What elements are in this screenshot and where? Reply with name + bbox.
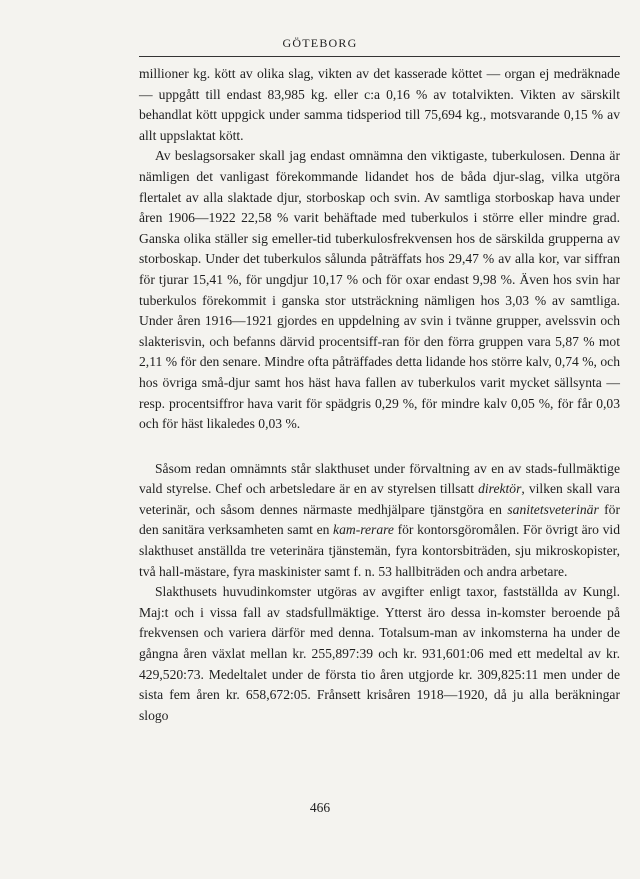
body-text [139, 64, 620, 726]
paragraph-income: Slakthusets huvudinkomster utgöras av avgifter enligt taxor, fastställda av Kungl. Maj:t och i vissa fall av stadsfullmäktige. Ytterst äro dessa in-komster beroende på frekvensen och variera därför med denna. Totalsum-man av inkomsterna ha under de gångna åren växlat mellan kr. 255,897:39 och kr. 931,601:06 med ett medeltal av kr. 429,520:73. Medeltalet under de första tio åren utgjorde kr. 309,825:11 men under de sista fem åren kr. 658,672:05. Frånsett krisåren 1918—1920, då ju alla beräkningar slogo [139, 584, 620, 723]
text-segment: för den sanitära verksamheten samt en [139, 501, 620, 538]
paragraph-tuberculosis: Av beslagsorsaker skall jag endast omnämna den viktigaste, tuberkulosen. Denna är nämligen det vanligast förekommande lidandet hos de båda djur-slag, vilka utgöra flertalet av alla slaktade djur, storboskap och svin. Av samtliga storboskap hava under åren 1906—1922 22,58 % varit behäftade med tuberkulos i större eller mindre grad. Ganska olika ställer sig emeller-tid tuberkulosfrekvensen hos de särskilda grupperna av storboskap. Under det tuberkulos sålunda påträffats hos 29,47 % av alla kor, var siffran för tjurar 15,41 %, för ungdjur 10,17 % och för oxar endast 9,98 %. Även hos svin har tuberkulos förekommit i ganska stor utsträckning nämligen hos 3,03 % av samtliga. Under åren 1916—1921 gjordes en uppdelning av svin i tvänne grupper, avelssvin och slakterisvin, och befanns därvid procentsiff-ran för den förra gruppen vara 5,87 % mot 2,11 % för den senare. Mindre ofta påträffades detta lidande hos större kalv, 0,74 %, och hos övriga små-djur samt hos häst hava fallen av tuberkulos varit mycket sällsynta — resp. procentsiffror hava varit för spädgris 0,29 %, för mindre kalv 0,05 %, för får 0,03 och för häst likaledes 0,03 %. [139, 148, 620, 432]
text-segment: för kontorsgöromålen. För övrigt äro vid slakthuset anställda tre veterinära tjänstemän, fyra kontorsbiträden, sju mikroskopister, två hall-mästare, fyra maskinister samt f. n. 53 hallbiträden och andra arbetare. [139, 522, 620, 579]
header-rule [139, 56, 620, 57]
section-gap [139, 435, 620, 459]
running-head: GÖTEBORG [282, 36, 358, 50]
italic-term-kamrerare: kam-rerare [333, 522, 394, 538]
italic-term-direktor: direktör [478, 481, 522, 497]
page-number: 466 [309, 800, 331, 815]
italic-term-sanitetsveterinar: sanitetsveterinär [507, 501, 599, 517]
paragraph-continued: millioner kg. kött av olika slag, vikten av det kasserade köttet — organ ej medräknade — uppgått till endast 83,985 kg. eller c:a 0,16 % av totalvikten. Vikten av särskilt behandlat kött uppgick under samma tidsperiod till 75,694 kg., motsvarande 0,15 % av allt uppslaktat kött. [139, 66, 620, 143]
text-segment: Såsom redan omnämnts står slakthuset under förvaltning av en av stads-fullmäktige vald styrelse. Chef och arbetsledare är en av styrelsen tillsatt [139, 460, 620, 497]
paragraph-administration [139, 459, 620, 583]
text-segment: , vilken skall vara veterinär, och såsom dennes närmaste medhjälpare tjänstgöra en [139, 481, 620, 517]
